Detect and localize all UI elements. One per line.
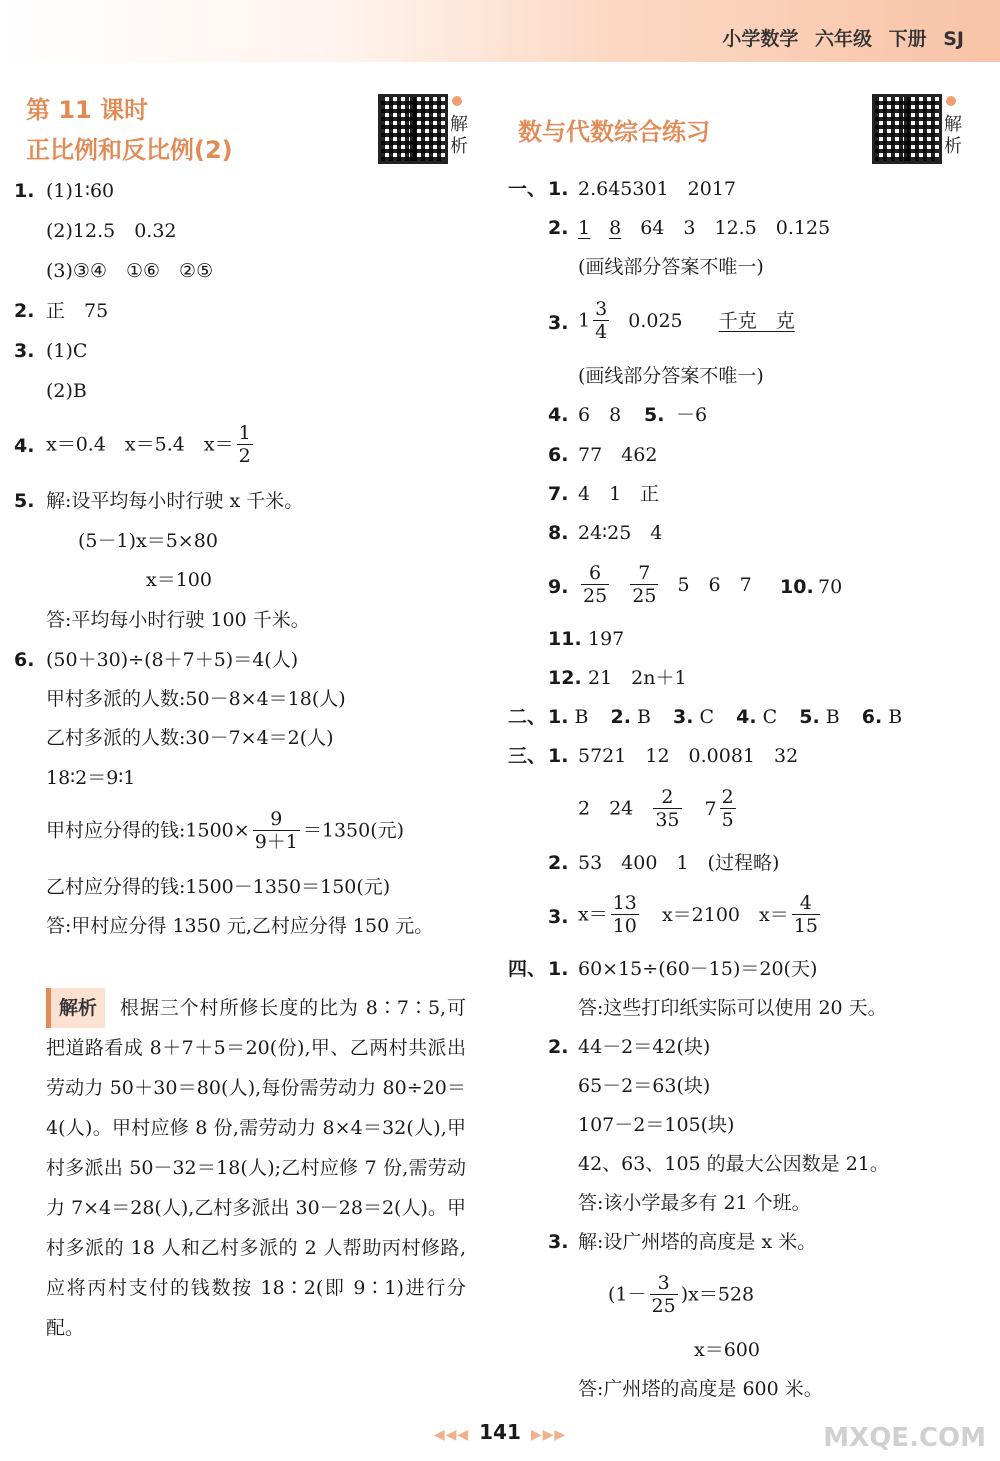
q-number: 4. [14,435,35,457]
answer-line: x＝100 [146,569,212,591]
mc-answers: 1. B 2. B 3. C 4. C 5. B 6. B [548,706,903,728]
fraction: $\frac{3}{25}$ [651,1272,676,1317]
section-number: 三、 [508,745,547,767]
answer-line: 答:平均每小时行驶 100 千米。 [46,609,310,631]
fraction: $\frac{7}{25}$ [632,562,657,607]
answer-line: 甲村多派的人数:50－8×4＝18(人) [46,688,346,710]
answer-line: (50＋30)÷(8＋7＋5)＝4(人) [46,649,299,671]
answer-line: 答:这些打印纸实际可以使用 20 天。 [578,997,887,1019]
answer-line: －6 [676,404,708,426]
answer-line: (1)1∶60 [46,180,115,202]
qr-code-icon[interactable] [872,94,942,164]
answer-paragraph: 答:甲村应分得 1350 元,乙村应分得 150 元。 [46,915,434,937]
qr-label: 解析 [450,114,468,157]
section-number: 一、 [508,178,547,200]
answer-line: 21 2n＋1 [588,667,687,689]
fraction: $\frac{13}{10}$ [612,892,637,937]
analysis-paragraph [46,988,466,1348]
answer-line: (1)C [46,340,88,362]
fraction: $\frac{2}{35}$ [655,786,680,831]
answer-line: 甲村应分得的钱:1500× $\frac{9}{9+1}$ ＝1350(元) [46,808,405,853]
answer-line: 24∶25 4 [578,522,663,544]
answer-line: 197 [588,628,625,650]
answer-line: 53 400 1 (过程略) [578,852,780,874]
answer-line: 18∶2＝9∶1 [46,767,136,789]
answer-line: (3)③④ ①⑥ ②⑤ [46,260,214,282]
answer-line: 正 75 [46,300,109,322]
answer-line: 42、63、105 的最大公因数是 21。 [578,1153,889,1175]
answer-line: (5－1)x＝5×80 [78,530,218,552]
section-number: 二、 [508,706,547,728]
analysis-text: 根据三个村所修长度的比为 8∶7∶5,可把道路看成 8＋7＋5＝20(份),甲、乙两村共派出劳动力 50＋30＝80(人),每份需劳动力 80÷20＝4(人)。甲村应修 8 份,需劳动力 8×4＝32(人),甲村多派出 50－32＝18(人);乙村应修 7 份,需劳动力 7×4＝28(人),乙村多派出 30－28＝2(人)。甲村多派的 18 人和乙村多派的 2 人帮助丙村修路,应将丙村支付的钱数按 18∶2(即 9∶1)进行分配。 [46,997,466,1339]
q-number: 3. [14,340,35,362]
fraction: $\frac{2}{5}$ [721,786,734,831]
fraction: $\frac{1}{2}$ [238,422,251,467]
answer-line: 5721 12 0.0081 32 [578,745,799,767]
page-number: 141 [479,1420,521,1444]
answer-line: 1 $\frac{3}{4}$ 0.025 千克 克 [578,298,795,343]
term-label: 下册 [888,28,927,50]
fraction: $\frac{9}{9+1}$ [254,808,298,853]
answer-line: 解:设平均每小时行驶 x 千米。 [46,490,304,512]
fraction: $\frac{3}{4}$ [595,298,608,343]
answer-line: 107－2＝105(块) [578,1114,735,1136]
answer-line: 答:该小学最多有 21 个班。 [578,1192,811,1214]
answer-line: 2 24 $\frac{2}{35}$ 7 $\frac{2}{5}$ [578,786,734,831]
lesson-number: 第 11 课时 [26,96,149,124]
answer-line: 4 1 正 [578,483,660,505]
answer-line: 乙村应分得的钱:1500－1350＝150(元) [46,876,391,898]
answer-line: 77 462 [578,444,658,466]
answer-line: (2)B [46,380,87,402]
play-dot-icon [452,96,462,106]
answer-line: x＝ $\frac{13}{10}$ x＝2100 x＝ $\frac{4}{15}$ [578,892,818,937]
answer-line: 60×15÷(60－15)＝20(天) [578,958,818,980]
fraction: $\frac{6}{25}$ [583,562,608,607]
answer-line: 65－2＝63(块) [578,1075,711,1097]
q-number: 2. [14,300,35,322]
grade-label: 六年级 [814,28,872,50]
analysis-tag: 解析 [46,988,105,1028]
section-number: 四、 [508,958,547,980]
section-title: 数与代数综合练习 [518,118,710,146]
answer-line: (2)12.5 0.32 [46,220,177,242]
note-line: (画线部分答案不唯一) [578,365,764,387]
play-dot-icon [946,96,956,106]
edition-label: SJ [943,28,964,50]
qr-code-icon[interactable] [378,94,448,164]
answer-line: 2.645301 2017 [578,178,737,200]
answer-line: 44－2＝42(块) [578,1036,711,1058]
watermark: MXQE.COM [823,1423,986,1453]
answer-line: 解:设广州塔的高度是 x 米。 [578,1231,817,1253]
lesson-title: 正比例和反比例(2) [26,136,233,164]
answer-line: x＝0.4 x＝5.4 x＝ $\frac{1}{2}$ [46,422,251,467]
fraction: $\frac{4}{15}$ [793,892,818,937]
q-number: 5. [14,490,35,512]
answer-line: 1 8 64 3 12.5 0.125 [578,217,831,239]
answer-line: 6 8 [578,404,622,426]
answer-line: x＝600 [694,1339,760,1361]
answer-line: (1－ $\frac{3}{25}$ )x＝528 [608,1272,755,1317]
answer-line: 70 [818,576,843,598]
note-line: (画线部分答案不唯一) [578,256,764,278]
q-number: 1. [14,180,35,202]
answer-line: 答:广州塔的高度是 600 米。 [578,1378,823,1400]
prev-arrows-icon: ◀◀◀ [433,1427,470,1443]
q-number: 6. [14,649,35,671]
book-meta [722,24,964,51]
next-arrows-icon: ▶▶▶ [530,1427,567,1443]
qr-label: 解析 [944,114,962,157]
subject-label: 小学数学 [722,28,799,50]
answer-line: 乙村多派的人数:30－7×4＝2(人) [46,727,334,749]
answer-line: $\frac{6}{25}$ $\frac{7}{25}$ 5 6 7 [583,562,752,607]
